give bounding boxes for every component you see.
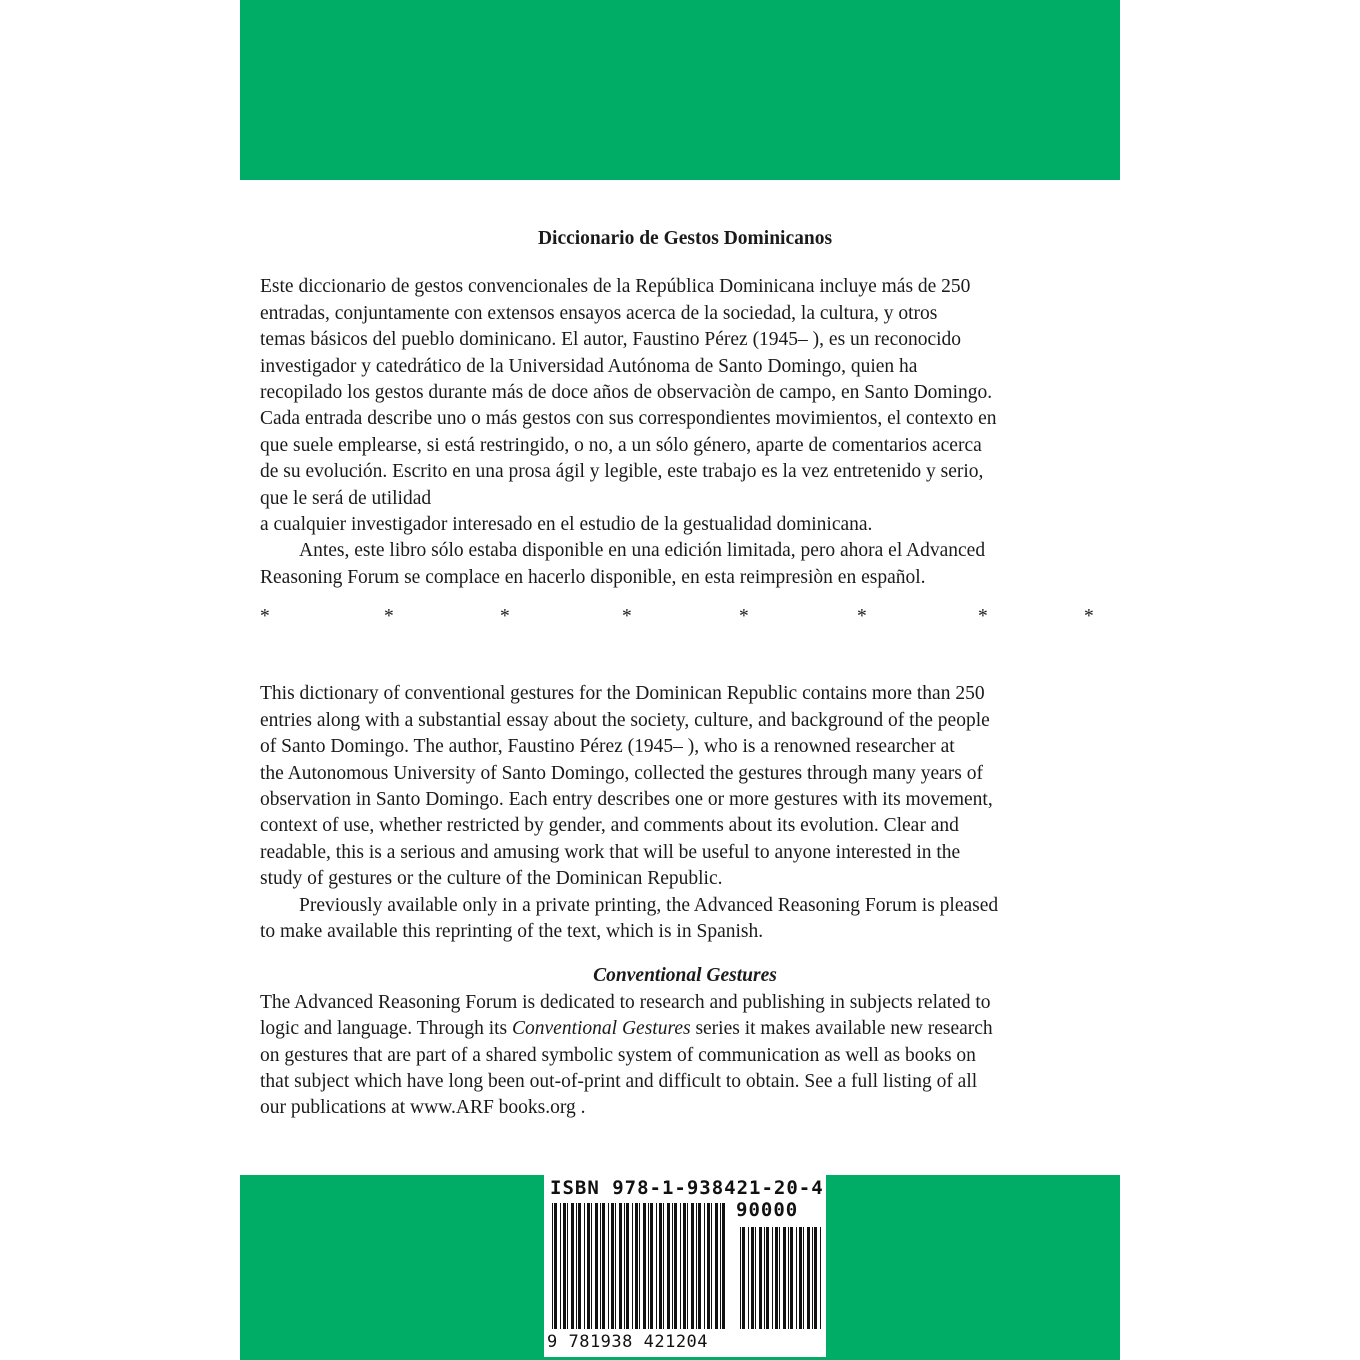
text-line: Antes, este libro sólo estaba disponible en una edición limitada, pero ahora el Advanced xyxy=(299,540,986,562)
english-description xyxy=(260,681,1110,892)
text-line: that subject which have long been out-of-print and difficult to obtain. See a full listing of all xyxy=(260,1070,978,1092)
barcode-bar xyxy=(696,1203,697,1329)
barcode-bar xyxy=(595,1203,598,1329)
text-line: entries along with a substantial essay about the society, culture, and background of the people xyxy=(260,709,990,731)
spanish-description xyxy=(260,274,1110,538)
text-line: context of use, whether restricted by gender, and comments about its evolution. Clear and xyxy=(260,815,959,837)
text-line: the Autonomous University of Santo Domingo, collected the gestures through many years of xyxy=(260,762,983,784)
text-line: Este diccionario de gestos convencionales de la República Dominicana incluye más de 250 xyxy=(260,276,971,298)
barcode-bar xyxy=(578,1203,581,1329)
text-line: de su evolución. Escrito en una prosa ágil y legible, este trabajo es la vez entretenido y serio, xyxy=(260,461,984,483)
barcode-bar xyxy=(814,1227,817,1329)
series-name-italic: Conventional Gestures xyxy=(512,1018,691,1040)
text-line: que le será de utilidad xyxy=(260,487,432,509)
text-line: on gestures that are part of a shared symbolic system of communication as well as books on xyxy=(260,1044,976,1066)
barcode-bar xyxy=(715,1203,718,1329)
barcode-bar xyxy=(602,1203,605,1329)
text-fragment: logic and language. Through its xyxy=(260,1018,513,1040)
text-line: of Santo Domingo. The author, Faustino Pérez (1945– ), who is a renowned researcher at xyxy=(260,736,955,758)
top-green-band xyxy=(240,0,1120,180)
barcode-bar xyxy=(626,1203,629,1329)
barcode-bar xyxy=(766,1227,769,1329)
barcode-bar xyxy=(680,1203,681,1329)
bottom-green-band xyxy=(240,1175,1120,1360)
separator-star: * xyxy=(857,606,867,628)
barcode-bar xyxy=(711,1203,712,1329)
barcode-bar xyxy=(587,1203,590,1329)
barcode-bar xyxy=(659,1203,662,1329)
barcode-bar xyxy=(663,1203,664,1329)
barcode-bar xyxy=(704,1203,705,1329)
barcode-bar xyxy=(576,1203,577,1329)
barcode-bar xyxy=(790,1227,793,1329)
ean-digits: 9 781938 421204 xyxy=(547,1332,709,1352)
text-line: Cada entrada describe uno o más gestos con sus correspondientes movimientos, el contexto en xyxy=(260,408,997,430)
barcode-bar xyxy=(648,1203,649,1329)
barcode-bar xyxy=(650,1203,653,1329)
barcode-bar xyxy=(751,1227,754,1329)
barcode-bar xyxy=(748,1227,749,1329)
barcode-bar xyxy=(635,1203,638,1329)
text-line: The Advanced Reasoning Forum is dedicated to research and publishing in subjects related to xyxy=(260,991,991,1013)
text-line: Reasoning Forum se complace en hacerlo disponible, en esta reimpresiòn en español. xyxy=(260,566,926,588)
barcode-bar xyxy=(772,1227,773,1329)
text-line: our publications at www.ARF books.org . xyxy=(260,1097,586,1119)
star-separator xyxy=(260,604,1110,630)
barcode-bar xyxy=(707,1203,710,1329)
text-line: readable, this is a serious and amusing work that will be useful to anyone interested in the xyxy=(260,841,961,863)
text-line: recopilado los gestos durante más de doce años de observaciòn de campo, en Santo Domingo. xyxy=(260,382,993,404)
barcode-bar xyxy=(788,1227,789,1329)
barcode-bar xyxy=(611,1203,614,1329)
barcode-bar xyxy=(591,1203,592,1329)
separator-star: * xyxy=(500,606,510,628)
barcode-bar xyxy=(639,1203,640,1329)
barcode-bar xyxy=(554,1203,557,1329)
barcode-bar xyxy=(571,1203,574,1329)
barcode-bar xyxy=(779,1227,780,1329)
book-back-cover xyxy=(240,0,1120,1360)
separator-star: * xyxy=(622,606,632,628)
barcode-bar xyxy=(722,1203,725,1329)
barcode-bar xyxy=(656,1203,657,1329)
barcode-bar xyxy=(683,1203,686,1329)
barcode-bar xyxy=(775,1227,778,1329)
separator-star: * xyxy=(739,606,749,628)
text-line: to make available this reprinting of the text, which is in Spanish. xyxy=(260,920,764,942)
barcode-bar xyxy=(632,1203,633,1329)
barcode-bar xyxy=(807,1227,810,1329)
separator-star: * xyxy=(1084,606,1094,628)
barcode-bar xyxy=(755,1227,756,1329)
isbn-label: ISBN 978-1-938421-20-4 xyxy=(550,1177,824,1199)
barcode-bar xyxy=(820,1227,821,1329)
barcode-bar xyxy=(567,1203,568,1329)
barcode-bar xyxy=(624,1203,625,1329)
text-line: investigador y catedrático de la Universidad Autónoma de Santo Domingo, quien ha xyxy=(260,355,918,377)
spanish-reprint-note-cont xyxy=(260,565,1110,591)
separator-star: * xyxy=(384,606,394,628)
barcode-bar xyxy=(720,1203,721,1329)
barcode-bar xyxy=(667,1203,670,1329)
barcode-bar xyxy=(796,1227,797,1329)
barcode-bar xyxy=(672,1203,673,1329)
barcode-bar xyxy=(563,1203,566,1329)
barcode-bar xyxy=(687,1203,688,1329)
series-title: Conventional Gestures xyxy=(593,965,777,987)
barcode-bar xyxy=(674,1203,677,1329)
barcode-bar xyxy=(560,1203,561,1329)
barcode-bar xyxy=(643,1203,646,1329)
text-line: This dictionary of conventional gestures for the Dominican Republic contains more than 250 xyxy=(260,683,985,705)
barcode-bar xyxy=(740,1227,741,1329)
barcode-bar xyxy=(742,1227,745,1329)
barcode-bar xyxy=(552,1203,553,1329)
text-line: Previously available only in a private printing, the Advanced Reasoning Forum is pleased xyxy=(299,894,999,916)
barcode-bar xyxy=(600,1203,601,1329)
price-code: 90000 xyxy=(736,1199,799,1221)
text-line: entradas, conjuntamente con extensos ensayos acerca de la sociedad, la cultura, y otros xyxy=(260,302,938,324)
text-line: temas básicos del pueblo dominicano. El autor, Faustino Pérez (1945– ), es un reconocido xyxy=(260,329,962,351)
text-line: a cualquier investigador interesado en el estudio de la gestualidad dominicana. xyxy=(260,514,873,536)
text-line: study of gestures or the culture of the Dominican Republic. xyxy=(260,868,723,890)
text-line: observation in Santo Domingo. Each entry describes one or more gestures with its movement, xyxy=(260,788,993,810)
barcode-bar xyxy=(615,1203,616,1329)
barcode-bar xyxy=(812,1227,813,1329)
separator-star: * xyxy=(978,606,988,628)
spanish-reprint-note xyxy=(260,538,1110,564)
barcode-bar xyxy=(783,1227,786,1329)
barcode-bar xyxy=(584,1203,585,1329)
barcode-bar xyxy=(799,1227,802,1329)
barcode-bar xyxy=(619,1203,622,1329)
barcode-bar xyxy=(698,1203,701,1329)
barcode-bar xyxy=(759,1227,762,1329)
english-reprint-note-cont xyxy=(260,919,1110,945)
isbn-barcode xyxy=(544,1175,826,1357)
separator-star: * xyxy=(260,606,270,628)
cover-text xyxy=(260,226,1110,1122)
barcode-bar xyxy=(803,1227,804,1329)
series-description xyxy=(260,990,1110,1122)
barcode-bar xyxy=(608,1203,609,1329)
spanish-title: Diccionario de Gestos Dominicanos xyxy=(537,228,833,249)
barcode-bar xyxy=(764,1227,765,1329)
barcode-bar xyxy=(691,1203,694,1329)
text-line: que suele emplearse, si está restringido, o no, a un sólo género, aparte de comentarios acerca xyxy=(260,434,982,456)
text-line xyxy=(260,1016,1110,1042)
text-fragment: series it makes available new research xyxy=(690,1018,993,1040)
english-reprint-note xyxy=(260,893,1110,919)
